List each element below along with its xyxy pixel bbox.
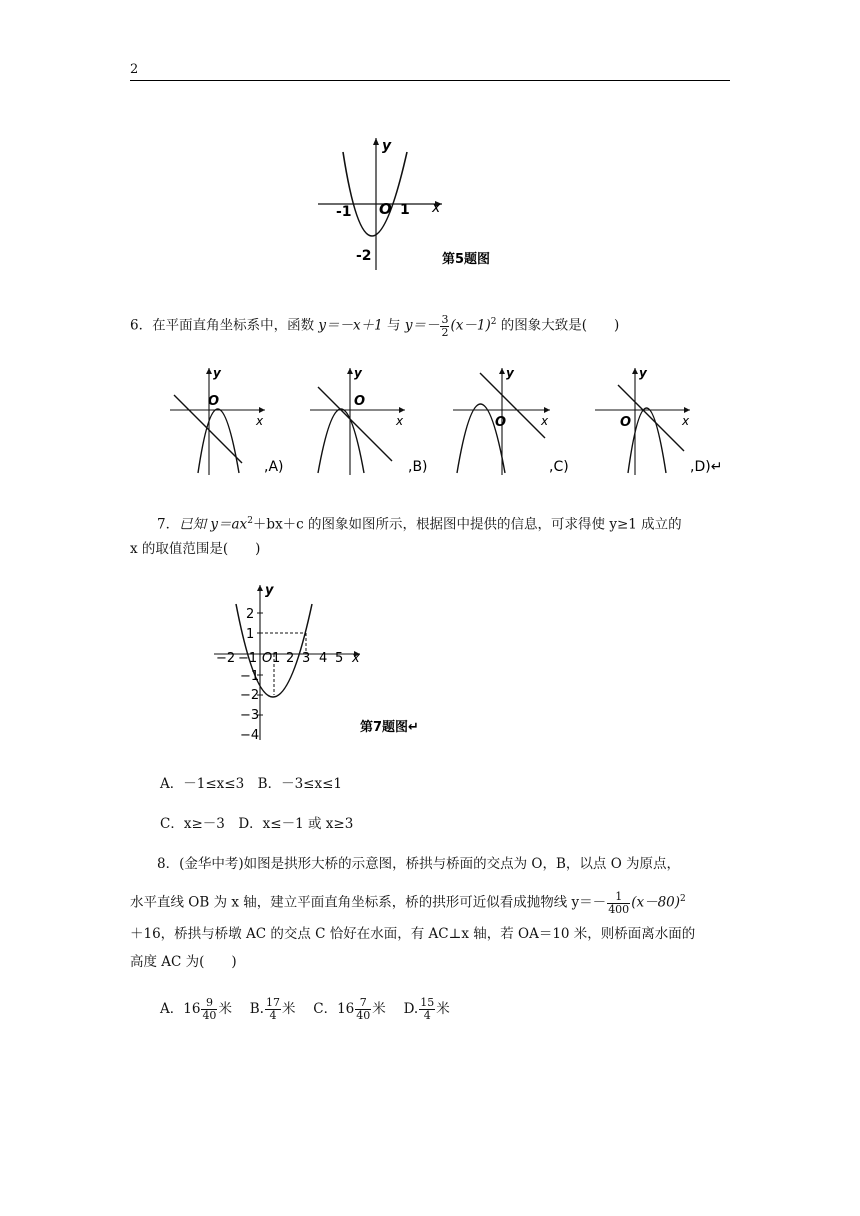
- svg-text:2: 2: [286, 651, 295, 666]
- svg-text:3: 3: [302, 651, 311, 666]
- fig5-origin: O: [379, 200, 392, 218]
- q6-option-c-label: ,C): [549, 459, 569, 475]
- q7-choices-line1: A．－1≤x≤3 B．－3≤x≤1: [160, 776, 342, 792]
- fig5-neg2: -2: [356, 248, 372, 264]
- svg-text:5: 5: [335, 651, 344, 666]
- q6-fraction: $\frac{3}{2}$: [441, 312, 449, 339]
- q6-option-d-label: ,D)↵: [690, 459, 723, 475]
- fig5-pos1: 1: [400, 202, 410, 218]
- svg-text:x: x: [682, 414, 690, 428]
- q6-option-d-graph: [590, 365, 740, 480]
- q6-text-a: 在平面直角坐标系中，函数: [152, 317, 319, 334]
- svg-text:y: y: [213, 366, 221, 380]
- figure-7: [200, 580, 450, 745]
- svg-text:x: x: [256, 414, 264, 428]
- q6-option-c-graph: [445, 365, 575, 480]
- svg-text:2: 2: [246, 607, 255, 622]
- page-number: 2: [130, 62, 139, 77]
- q6-text-c: 的图象大致是( ): [496, 317, 620, 334]
- q6-option-b-label: ,B): [408, 459, 428, 475]
- question-8-line4: 高度 AC 为( ): [130, 954, 237, 970]
- svg-text:O: O: [262, 651, 273, 666]
- svg-text:1: 1: [246, 627, 255, 642]
- svg-text:1: 1: [272, 651, 281, 666]
- q6-option-a-graph: [160, 365, 284, 480]
- fig5-neg1: -1: [336, 204, 352, 220]
- figure-5: [300, 130, 530, 275]
- q6-sup: 2: [490, 317, 497, 327]
- svg-text:−2: −2: [240, 688, 260, 703]
- fig7-caption: 第7题图↵: [360, 720, 419, 735]
- question-7-line2: x 的取值范围是( ): [130, 541, 261, 557]
- question-6: [130, 308, 730, 340]
- q6-number: 6．: [130, 317, 153, 334]
- svg-text:−4: −4: [240, 728, 260, 743]
- question-7: 7．已知 $y=ax^2+bx+c$ 的图象如图所示，根据图中提供的信息，可求得使 y≥1 成立的: [157, 516, 682, 533]
- q7-choices-line2: C．x≥－3 D．x≤－1 或 x≥3: [160, 816, 354, 832]
- svg-text:O: O: [354, 394, 366, 409]
- fig5-y-label: y: [382, 138, 392, 154]
- svg-text:O: O: [495, 415, 507, 430]
- svg-text:4: 4: [319, 651, 328, 666]
- svg-text:y: y: [354, 366, 362, 380]
- q6-expr2-prefix: y＝－: [404, 317, 440, 334]
- svg-text:y: y: [265, 583, 274, 598]
- fig5-x-label: x: [432, 200, 441, 216]
- q6-expr2-suffix: (x－1): [450, 317, 491, 334]
- svg-text:y: y: [506, 366, 514, 380]
- svg-text:−3: −3: [240, 708, 260, 723]
- question-8-line2: 水平直线 OB 为 x 轴，建立平面直角坐标系，桥的拱形可近似看成抛物线 y＝－ $\frac{1}{400}$ $(x-80)^2$: [130, 889, 686, 916]
- question-8-line3: ＋16，桥拱与桥墩 AC 的交点 C 恰好在水面，有 AC⊥x 轴，若 OA＝10 米，则桥面离水面的: [130, 926, 696, 942]
- svg-text:x: x: [396, 414, 404, 428]
- svg-text:−1: −1: [240, 669, 260, 684]
- fig5-caption: 第5题图: [442, 252, 491, 267]
- q8-choices: A．16 $\frac{9}{40}$ 米 B. $\frac{17}{4}$ 米 C．16 $\frac{7}{40}$ 米 D. $\frac{15}{4}$ 米: [160, 996, 450, 1022]
- svg-text:O: O: [620, 415, 632, 430]
- header-rule: [130, 80, 730, 81]
- svg-text:−1: −1: [238, 651, 258, 666]
- svg-text:x: x: [541, 414, 549, 428]
- svg-text:x: x: [352, 651, 360, 666]
- q6-option-b-graph: [300, 365, 430, 480]
- q6-text-b: 与: [382, 317, 405, 334]
- q6-option-a-label: ,A): [264, 459, 284, 475]
- svg-text:O: O: [208, 394, 220, 409]
- svg-text:y: y: [639, 366, 647, 380]
- svg-text:−2: −2: [216, 651, 236, 666]
- question-8: 8．(金华中考)如图是拱形大桥的示意图，桥拱与桥面的交点为 O，B，以点 O 为原点，: [157, 856, 681, 872]
- q6-expr1: y＝－x＋1: [318, 317, 383, 334]
